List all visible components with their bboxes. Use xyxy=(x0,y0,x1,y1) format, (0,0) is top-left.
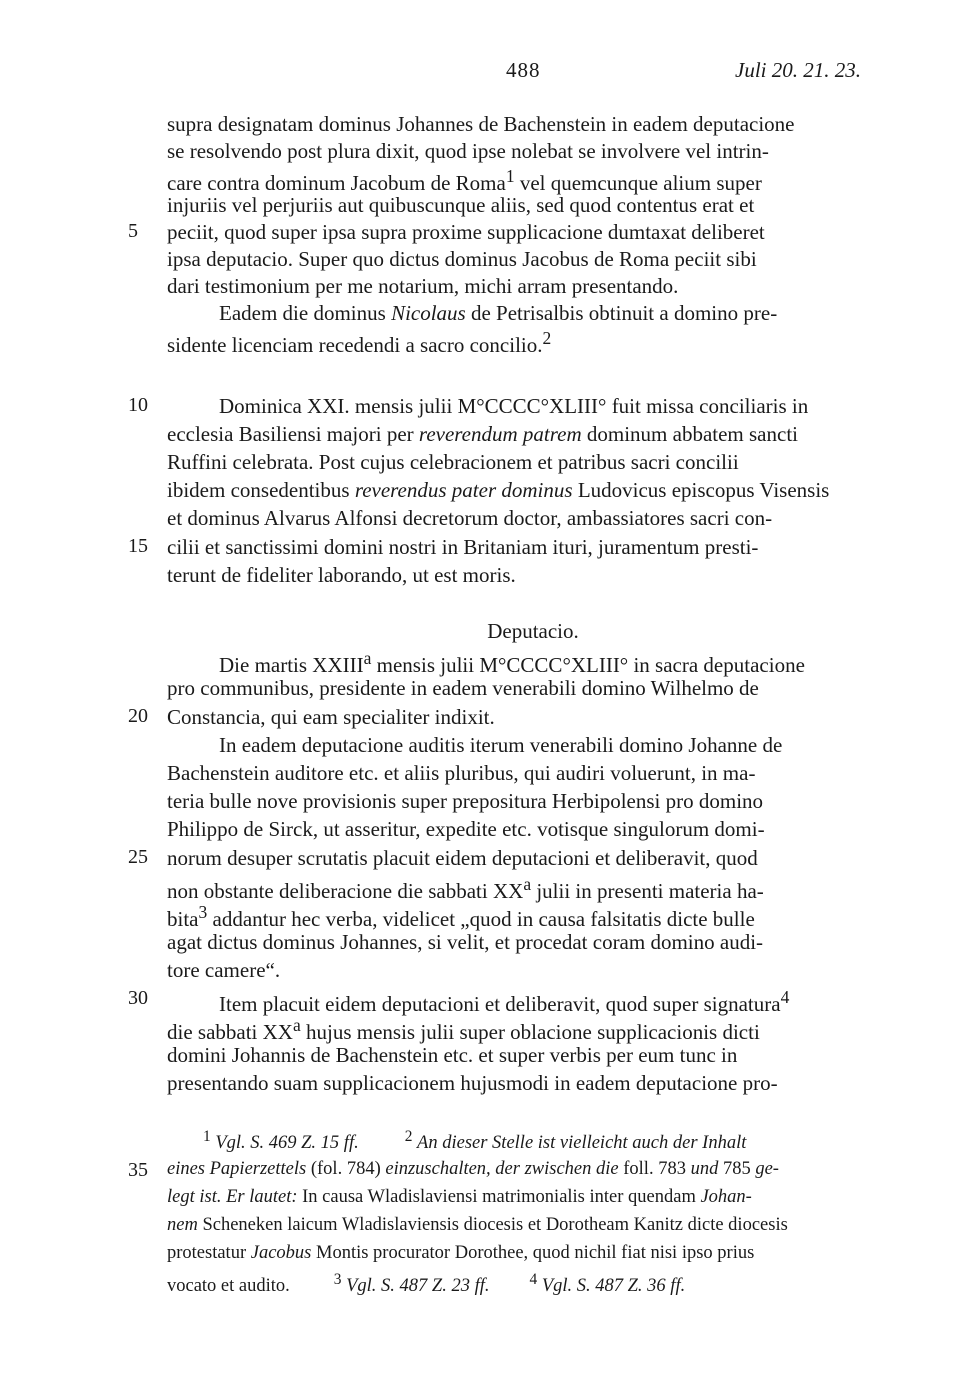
text-line: ibidem consedentibus reverendus pater dominus Ludovicus episcopus Visensis xyxy=(167,478,830,502)
text-line: Eadem die dominus Nicolaus de Petrisalbis obtinuit a domino pre- xyxy=(219,301,778,325)
footnote-marker: 3 xyxy=(333,1271,342,1288)
footnote-line: protestatur Jacobus Montis procurator Dorothee, quod nichil fiat nisi ipso prius xyxy=(167,1243,755,1263)
footnote-mark: 4 xyxy=(780,987,790,1007)
line-number: 30 xyxy=(128,987,148,1009)
text-line: care contra dominum Jacobum de Roma$^1$ vel quemcunque alium super xyxy=(167,166,762,195)
text-line: In eadem deputacione auditis iterum venerabili domino Johanne de xyxy=(219,733,783,757)
line-number: 25 xyxy=(128,846,148,868)
footnote-mark: 2 xyxy=(542,328,552,348)
footnote-line: eines Papierzettels (fol. 784) einzuschalten, der zwischen die foll. 783 und 785 ge- xyxy=(167,1159,779,1179)
text-line: Die martis XXIII$^a$ mensis julii M°CCCC°XLIII° in sacra deputacione xyxy=(219,648,805,677)
line-number: 35 xyxy=(128,1159,148,1181)
text-line: tore camere“. xyxy=(167,958,281,982)
text-line: presentando suam supplicacionem hujusmodi in eadem deputacione pro- xyxy=(167,1071,778,1095)
line-number: 5 xyxy=(128,220,138,242)
running-date: Juli 20. 21. 23. xyxy=(735,58,861,82)
text-line: sidente licenciam recedendi a sacro concilio.$^2$ xyxy=(167,328,552,357)
text-line: cilii et sanctissimi domini nostri in Britaniam ituri, juramentum presti- xyxy=(167,535,759,559)
text-line: Ruffini celebrata. Post cujus celebracionem et patribus sacri concilii xyxy=(167,450,739,474)
footnote-line: nem Scheneken laicum Wladislaviensis diocesis et Dorotheam Kanitz dicte diocesis xyxy=(167,1215,788,1235)
line-number: 15 xyxy=(128,535,148,557)
text-line: supra designatam dominus Johannes de Bachenstein in eadem deputacione xyxy=(167,112,795,136)
footnote-line: vocato et audito. $^3$ Vgl. S. 487 Z. 23 ff. $^4$ Vgl. S. 487 Z. 36 ff. xyxy=(167,1271,686,1297)
footnote-line: $^1$ Vgl. S. 469 Z. 15 ff. $^2$ An dieser Stelle ist vielleicht auch der Inhalt xyxy=(203,1128,747,1154)
running-header xyxy=(0,58,960,88)
footnote-marker: 4 xyxy=(529,1271,538,1288)
line-number: 20 xyxy=(128,705,148,727)
footnote-marker: 1 xyxy=(203,1128,211,1145)
text-line: pro communibus, presidente in eadem venerabili domino Wilhelmo de xyxy=(167,676,759,700)
footnote-mark: 3 xyxy=(198,902,208,922)
text-line: ecclesia Basiliensi majori per reverendum patrem dominum abbatem sancti xyxy=(167,422,798,446)
text-line: teria bulle nove provisionis super prepositura Herbipolensi pro domino xyxy=(167,789,764,813)
section-heading: Deputacio. xyxy=(487,619,579,643)
text-line: ipsa deputacio. Super quo dictus dominus Jacobus de Roma peciit sibi xyxy=(167,247,757,271)
text-line: Dominica XXI. mensis julii M°CCCC°XLIII° fuit missa conciliaris in xyxy=(219,394,809,418)
text-line: injuriis vel perjuriis aut quibuscunque aliis, sed quod contentus erat et xyxy=(167,193,755,217)
text-line: agat dictus dominus Johannes, si velit, et procedat coram domino audi- xyxy=(167,930,764,954)
page-number: 488 xyxy=(506,58,541,82)
text-line: Philippo de Sirck, ut asseritur, expedite etc. votisque singulorum domi- xyxy=(167,817,765,841)
text-line: domini Johannis de Bachenstein etc. et super verbis per eum tunc in xyxy=(167,1043,738,1067)
text-line: et dominus Alvarus Alfonsi decretorum doctor, ambassiatores sacri con- xyxy=(167,506,773,530)
text-line: terunt de fideliter laborando, ut est moris. xyxy=(167,563,516,587)
text-line: Bachenstein auditore etc. et aliis pluribus, qui audiri voluerunt, in ma- xyxy=(167,761,756,785)
line-number: 10 xyxy=(128,394,148,416)
text-line: norum desuper scrutatis placuit eidem deputacioni et deliberavit, quod xyxy=(167,846,758,870)
text-line: Constancia, qui eam specialiter indixit. xyxy=(167,705,495,729)
footnote-mark: 1 xyxy=(505,166,515,186)
text-line: die sabbati $XX^a$ hujus mensis julii super oblacione supplicacionis dicti xyxy=(167,1015,760,1044)
text-line: se resolvendo post plura dixit, quod ipse nolebat se involvere vel intrin- xyxy=(167,139,769,163)
text-line: Item placuit eidem deputacioni et deliberavit, quod super signatura$^4$ xyxy=(219,987,790,1016)
text-line: peciit, quod super ipsa supra proxime supplicacione dumtaxat deliberet xyxy=(167,220,765,244)
text-line: dari testimonium per me notarium, michi arram presentando. xyxy=(167,274,679,298)
text-line: non obstante deliberacione die sabbati $XX^a$ julii in presenti materia ha- xyxy=(167,874,764,903)
footnote-line: legt ist. Er lautet: In causa Wladislaviensi matrimonialis inter quendam Johan- xyxy=(167,1187,752,1207)
text-line: bita$^3$ addantur hec verba, videlicet „quod in causa falsitatis dicte bulle xyxy=(167,902,755,931)
footnote-marker: 2 xyxy=(404,1128,413,1145)
